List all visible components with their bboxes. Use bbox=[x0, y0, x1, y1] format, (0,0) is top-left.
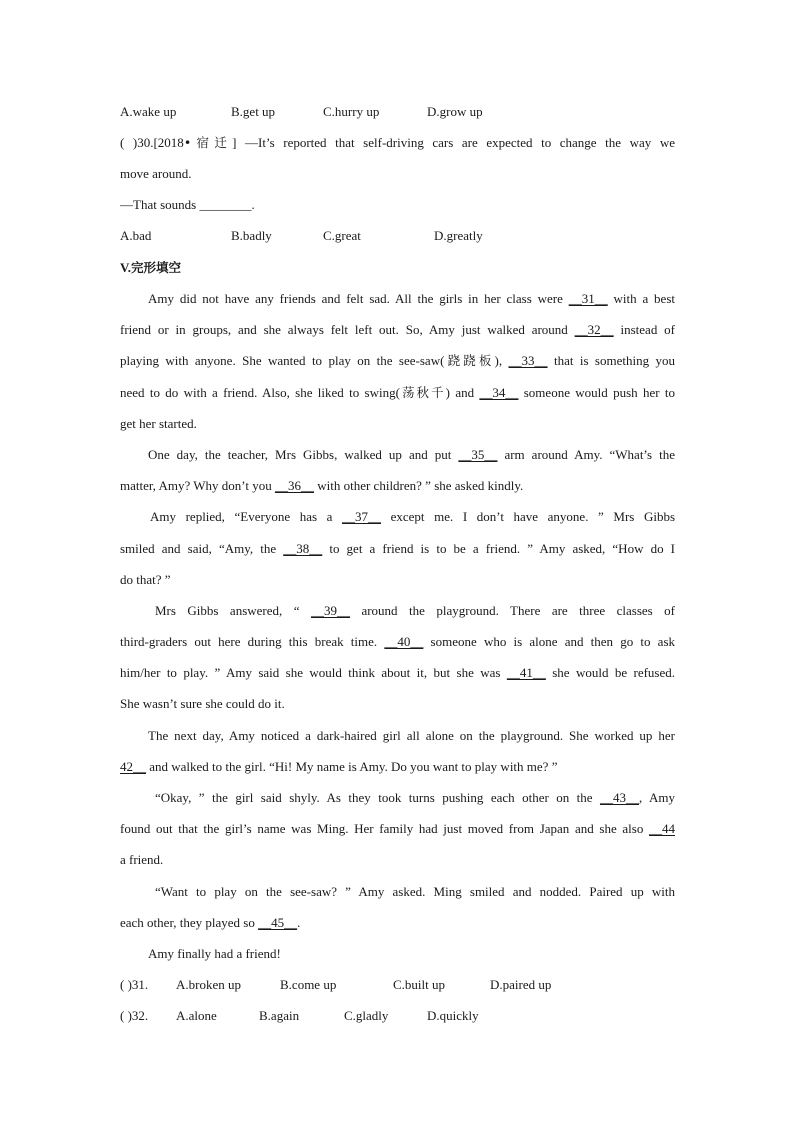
q30-lead-text: ] —It’s reported that self-driving cars are expected to change the way we bbox=[232, 135, 675, 150]
q32-option-a: A.alone bbox=[176, 1008, 217, 1023]
q30-number: ( )30.[2018 bbox=[120, 135, 184, 150]
section-roman: V. bbox=[120, 260, 131, 275]
section-heading bbox=[120, 260, 181, 276]
passage-p6-line3: a friend. bbox=[120, 852, 164, 867]
blank-38: __38__ bbox=[283, 541, 323, 556]
passage-p1-line2: friend or in groups, and she always felt left out. So, Amy just walked around __32__ instead of bbox=[120, 322, 675, 337]
passage-p3-line3: do that? ” bbox=[120, 572, 171, 587]
passage-p1-line4: need to do with a friend. Also, she liked to swing(荡秋千) and __34__ someone would push her to bbox=[120, 385, 675, 400]
blank-35: __35__ bbox=[458, 447, 498, 462]
q31-option-a: A.broken up bbox=[176, 977, 241, 992]
passage-p5-line2: 42__ and walked to the girl. “Hi! My name is Amy. Do you want to play with me? ” bbox=[120, 759, 558, 774]
blank-40: __40__ bbox=[384, 634, 424, 649]
blank-33: __33__ bbox=[508, 353, 548, 368]
q31-option-b: B.come up bbox=[280, 977, 337, 992]
passage-p3-line2: smiled and said, “Amy, the __38__ to get a friend is to be a friend. ” Amy asked, “How do I bbox=[120, 541, 675, 556]
q29-option-d: D.grow up bbox=[427, 104, 483, 119]
q31-option-c: C.built up bbox=[393, 977, 446, 992]
passage-p4-line3: him/her to play. ” Amy said she would think about it, but she was __41__ she would be refused. bbox=[120, 665, 676, 680]
blank-37: __37__ bbox=[341, 509, 381, 524]
q31-stem: ( )31. bbox=[120, 977, 149, 992]
q30-stem bbox=[120, 135, 675, 151]
passage-p5-line1: The next day, Amy noticed a dark-haired girl all alone on the playground. She worked up her bbox=[148, 728, 675, 743]
blank-45: __45__ bbox=[258, 915, 298, 930]
passage-p1-line5: get her started. bbox=[120, 416, 197, 431]
passage-p2-line2: matter, Amy? Why don’t you __36__ with other children? ” she asked kindly. bbox=[120, 478, 524, 493]
q30-line2: move around. bbox=[120, 166, 192, 181]
q30-separator: • bbox=[183, 135, 192, 150]
blank-44: __44 bbox=[649, 821, 675, 836]
blank-39: __39__ bbox=[310, 603, 350, 618]
q30-place: 宿迁 bbox=[191, 135, 233, 150]
blank-32: __32__ bbox=[574, 322, 614, 337]
q32-stem: ( )32. bbox=[120, 1008, 149, 1023]
passage-p4-line4: She wasn’t sure she could do it. bbox=[120, 696, 285, 711]
passage-p1-line1: Amy did not have any friends and felt sad. All the girls in her class were __31__ with a best bbox=[148, 291, 675, 306]
passage-p8-line1: Amy finally had a friend! bbox=[148, 946, 281, 961]
blank-42: 42__ bbox=[120, 759, 146, 774]
passage-p6-line2: found out that the girl’s name was Ming. Her family had just moved from Japan and she also __44 bbox=[120, 821, 675, 836]
passage-p7-line2: each other, they played so __45__. bbox=[120, 915, 301, 930]
blank-36: __36__ bbox=[274, 478, 314, 493]
blank-34: __34__ bbox=[479, 385, 519, 400]
blank-43: __43__ bbox=[600, 790, 640, 805]
q30-line3 bbox=[120, 197, 255, 213]
q30-option-c: C.great bbox=[323, 228, 361, 243]
q30-line3-text: —That sounds bbox=[120, 197, 197, 212]
q32-option-d: D.quickly bbox=[427, 1008, 479, 1023]
section-title: 完形填空 bbox=[130, 260, 181, 275]
passage-p4-line2: third-graders out here during this break time. __40__ someone who is alone and then go to ask bbox=[120, 634, 676, 649]
q30-option-d: D.greatly bbox=[434, 228, 483, 243]
q30-option-a: A.bad bbox=[120, 228, 152, 243]
passage-p4-line1: Mrs Gibbs answered, “ __39__ around the playground. There are three classes of bbox=[155, 603, 676, 618]
q32-option-b: B.again bbox=[259, 1008, 300, 1023]
q32-option-c: C.gladly bbox=[344, 1008, 389, 1023]
blank-31: __31__ bbox=[568, 291, 608, 306]
blank-41: __41__ bbox=[506, 665, 546, 680]
q29-option-b: B.get up bbox=[231, 104, 276, 119]
passage-p6-line1: “Okay, ” the girl said shyly. As they took turns pushing each other on the __43__, Amy bbox=[155, 790, 675, 805]
q29-option-c: C.hurry up bbox=[323, 104, 380, 119]
passage-p1-line3: playing with anyone. She wanted to play on the see-saw(跷跷板), __33__ that is something you bbox=[120, 353, 675, 368]
q30-line3-end: . bbox=[251, 197, 255, 212]
q30-blank: ________ bbox=[199, 197, 252, 212]
q31-option-d: D.paired up bbox=[490, 977, 552, 992]
passage-p3-line1: Amy replied, “Everyone has a __37__ except me. I don’t have anyone. ” Mrs Gibbs bbox=[150, 509, 675, 524]
passage-p2-line1: One day, the teacher, Mrs Gibbs, walked up and put __35__ arm around Amy. “What’s the bbox=[148, 447, 676, 462]
passage-p7-line1: “Want to play on the see-saw? ” Amy asked. Ming smiled and nodded. Paired up with bbox=[155, 884, 675, 899]
q29-option-a: A.wake up bbox=[120, 104, 177, 119]
q30-option-b: B.badly bbox=[231, 228, 272, 243]
